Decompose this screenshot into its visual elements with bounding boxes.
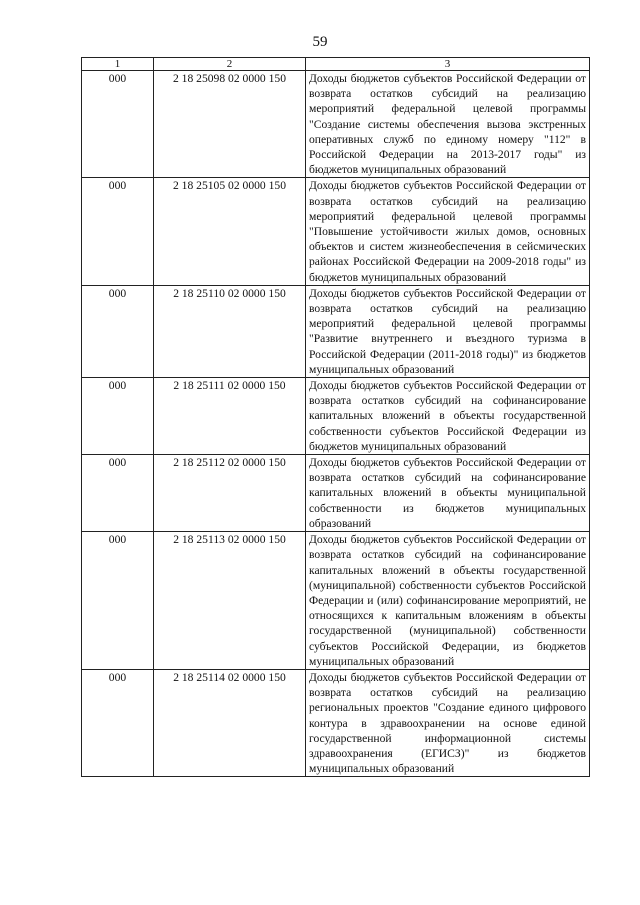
admin-code-cell: 000 — [82, 455, 154, 532]
budget-code-cell: 2 18 25105 02 0000 150 — [154, 178, 306, 285]
page-number: 59 — [312, 34, 328, 50]
description-cell: Доходы бюджетов субъектов Российской Федерации от возврата остатков субсидий на реализацию мероприятий федеральной целевой программы "Создание системы обеспечения вызова экстренных оперативных служб по единому номеру "112" в Российской Федерации на 2013-2017 годы" из бюджетов муниципальных образований — [306, 71, 590, 178]
budget-code-cell: 2 18 25110 02 0000 150 — [154, 285, 306, 377]
column-header: 2 — [154, 58, 306, 71]
table-row — [82, 71, 590, 178]
budget-code-cell: 2 18 25114 02 0000 150 — [154, 669, 306, 776]
column-header: 1 — [82, 58, 154, 71]
table-row — [82, 378, 590, 455]
budget-code-cell: 2 18 25111 02 0000 150 — [154, 378, 306, 455]
admin-code-cell: 000 — [82, 71, 154, 178]
admin-code-cell: 000 — [82, 178, 154, 285]
description-cell: Доходы бюджетов субъектов Российской Федерации от возврата остатков субсидий на реализацию региональных проектов "Создание единого цифрового контура в здравоохранении на основе единой государственной информационной системы здравоохранения (ЕГИСЗ)" из бюджетов муниципальных образований — [306, 669, 590, 776]
description-cell: Доходы бюджетов субъектов Российской Федерации от возврата остатков субсидий на софинансирование капитальных вложений в объекты государственной собственности субъектов Российской Федерации из бюджетов муниципальных образований — [306, 378, 590, 455]
admin-code-cell: 000 — [82, 669, 154, 776]
admin-code-cell: 000 — [82, 285, 154, 377]
table-header-row — [82, 58, 590, 71]
budget-code-cell: 2 18 25112 02 0000 150 — [154, 455, 306, 532]
table-row — [82, 532, 590, 670]
column-header: 3 — [306, 58, 590, 71]
description-cell: Доходы бюджетов субъектов Российской Федерации от возврата остатков субсидий на софинансирование капитальных вложений в объекты муниципальной собственности из бюджетов муниципальных образований — [306, 455, 590, 532]
admin-code-cell: 000 — [82, 378, 154, 455]
description-cell: Доходы бюджетов субъектов Российской Федерации от возврата остатков субсидий на софинансирование капитальных вложений в объекты государственной (муниципальной) собственности субъектов Российской Федерации и (или) софинансирование мероприятий, не относящихся к капитальным вложениям в объекты государственной (муниципальной) собственности субъектов Российской Федерации, из бюджетов муниципальных образований — [306, 532, 590, 670]
table-row — [82, 178, 590, 285]
table-row — [82, 669, 590, 776]
description-cell: Доходы бюджетов субъектов Российской Федерации от возврата остатков субсидий на реализацию мероприятий федеральной целевой программы "Развитие внутреннего и въездного туризма в Российской Федерации (2011-2018 годы)" из бюджетов муниципальных образований — [306, 285, 590, 377]
budget-code-table — [81, 57, 590, 777]
budget-code-cell: 2 18 25113 02 0000 150 — [154, 532, 306, 670]
table-row — [82, 285, 590, 377]
budget-code-cell: 2 18 25098 02 0000 150 — [154, 71, 306, 178]
admin-code-cell: 000 — [82, 532, 154, 670]
table-row — [82, 455, 590, 532]
description-cell: Доходы бюджетов субъектов Российской Федерации от возврата остатков субсидий на реализацию мероприятий федеральной целевой программы "Повышение устойчивости жилых домов, основных объектов и систем жизнеобеспечения в сейсмических районах Российской Федерации на 2009-2018 годы" из бюджетов муниципальных образований — [306, 178, 590, 285]
